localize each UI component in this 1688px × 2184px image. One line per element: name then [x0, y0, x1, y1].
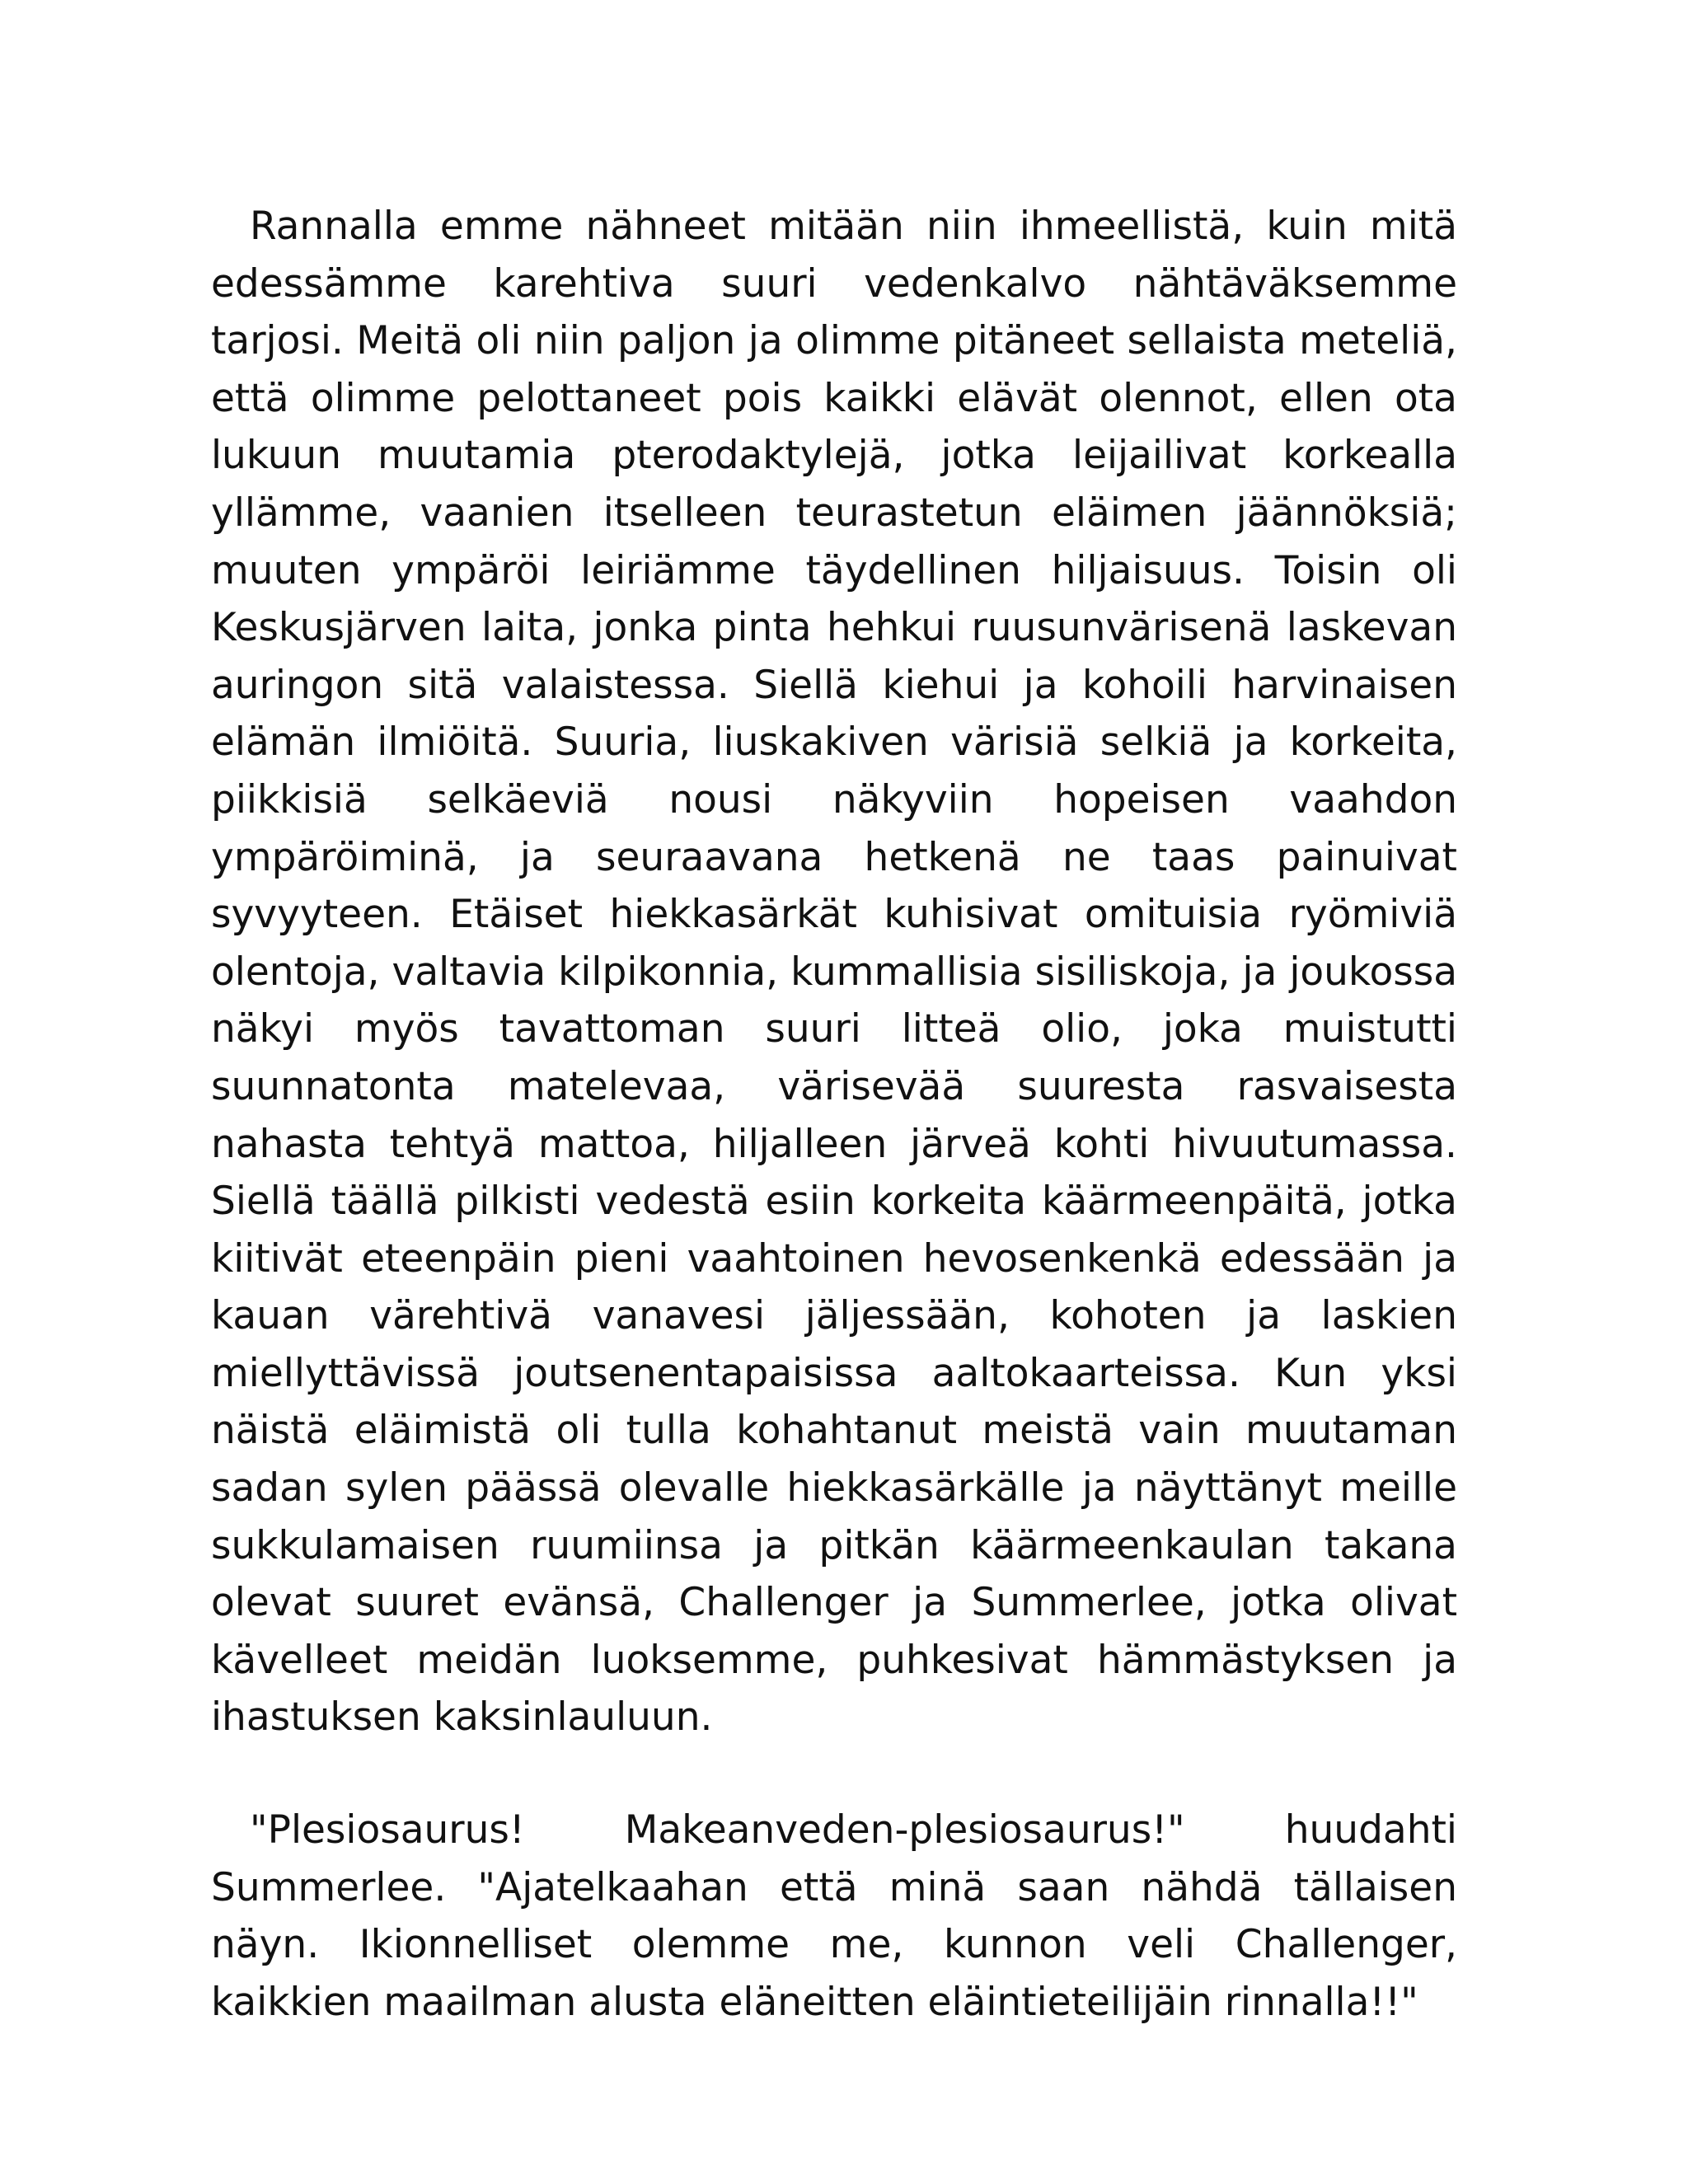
body-text: [211, 198, 1457, 2031]
paragraph-1: Rannalla emme nähneet mitään niin ihmeellistä, kuin mitä edessämme karehtiva suuri vedenkalvo nähtäväksemme tarjosi. Meitä oli niin paljon ja olimme pitäneet sellaista meteliä, että olimme pelottaneet pois kaikki elävät olennot, ellen ota lukuun muutamia pterodaktylejä, jotka leijailivat korkealla yllämme, vaanien itselleen teurastetun eläimen jäännöksiä; muuten ympäröi leiriämme täydellinen hiljaisuus. Toisin oli Keskusjärven laita, jonka pinta hehkui ruusunvärisenä laskevan auringon sitä valaistessa. Siellä kiehui ja kohoili harvinaisen elämän ilmiöitä. Suuria, liuskakiven värisiä selkiä ja korkeita, piikkisiä selkäeviä nousi näkyviin hopeisen vaahdon ympäröiminä, ja seuraavana hetkenä ne taas painuivat syvyyteen. Etäiset hiekkasärkät kuhisivat omituisia ryömiviä olentoja, valtavia kilpikonnia, kummallisia sisiliskoja, ja joukossa näkyi myös tavattoman suuri litteä olio, joka muistutti suunnatonta matelevaa, värisevää suuresta rasvaisesta nahasta tehtyä mattoa, hiljalleen järveä kohti hivuutumassa. Siellä täällä pilkisti vedestä esiin korkeita käärmeenpäitä, jotka kiitivät eteenpäin pieni vaahtoinen hevosenkenkä edessään ja kauan värehtivä vanavesi jäljessään, kohoten ja laskien miellyttävissä joutsenentapaisissa aaltokaarteissa. Kun yksi näistä eläimistä oli tulla kohahtanut meistä vain muutaman sadan sylen päässä olevalle hiekkasärkälle ja näyttänyt meille sukkulamaisen ruumiinsa ja pitkän käärmeenkaulan takana olevat suuret evänsä, Challenger ja Summerlee, jotka olivat kävelleet meidän luoksemme, puhkesivat hämmästyksen ja ihastuksen kaksinlauluun.: [211, 204, 1457, 1741]
paragraph-2: "Plesiosaurus! Makeanveden-plesiosaurus!" huudahti Summerlee. "Ajatelkaahan että minä saan nähdä tällaisen näyn. Ikionnelliset olemme me, kunnon veli Challenger, kaikkien maailman alusta eläneitten eläintieteilijäin rinnalla!!": [211, 1807, 1457, 2025]
